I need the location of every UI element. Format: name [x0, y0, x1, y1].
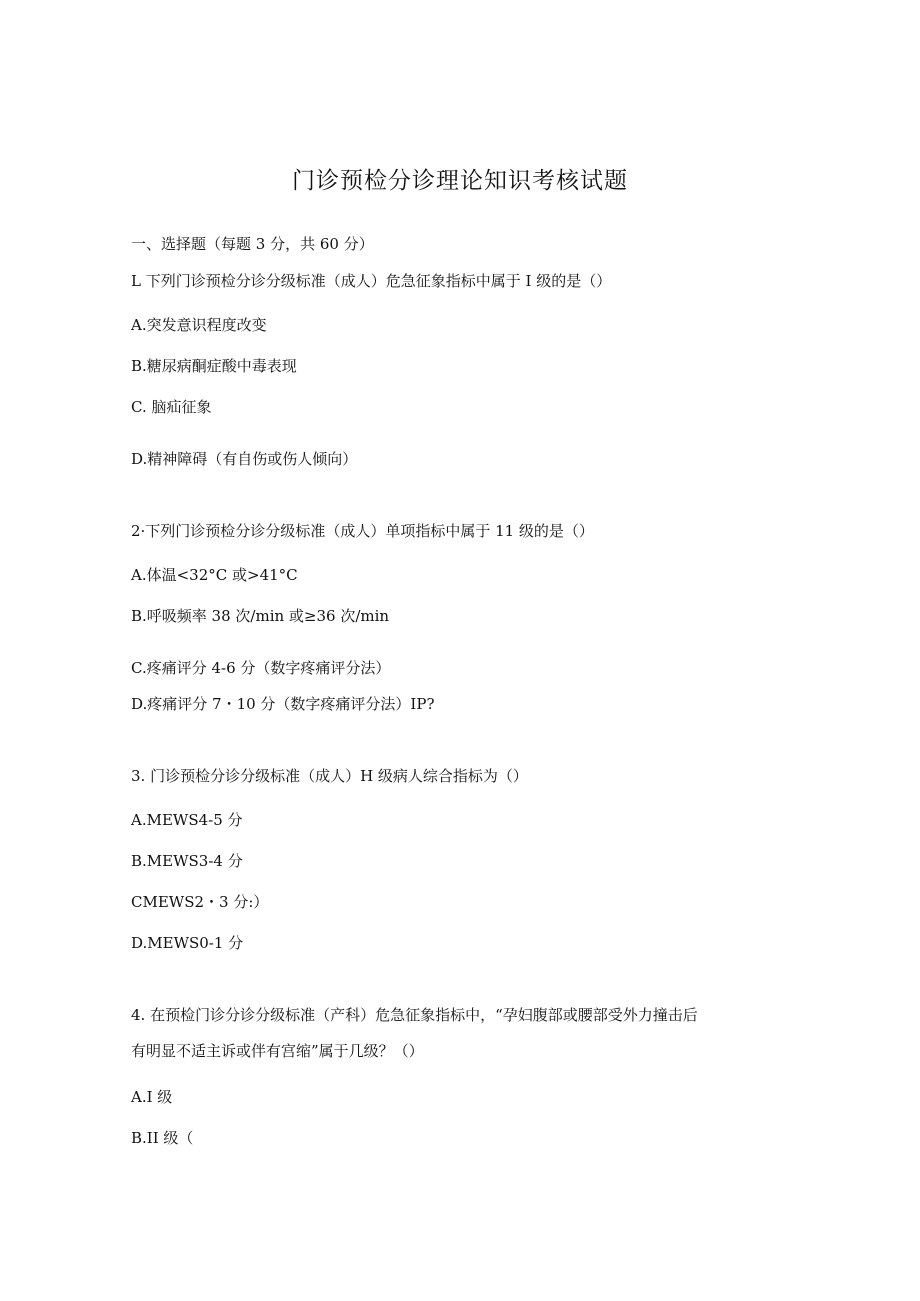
- question-2-stem: 2·下列门诊预检分诊分级标准（成人）单项指标中属于 11 级的是（）: [131, 522, 594, 540]
- question-1-option-d: D.精神障碍（有自伤或伤人倾向）: [131, 450, 358, 468]
- question-3-option-c: CMEWS2・3 分:）: [131, 893, 269, 911]
- section-heading: 一、选择题（每题 3 分，共 60 分）: [131, 235, 374, 253]
- question-4-option-b: B.II 级（: [131, 1129, 194, 1147]
- question-2-option-c: C.疼痛评分 4-6 分（数字疼痛评分法）: [131, 659, 391, 677]
- question-4-option-a: A.I 级: [131, 1088, 173, 1106]
- question-4-stem-line-1: 4. 在预检门诊分诊分级标准（产科）危急征象指标中，“孕妇腹部或腰部受外力撞击后: [131, 1006, 698, 1024]
- question-1-stem: L 下列门诊预检分诊分级标准（成人）危急征象指标中属于 I 级的是（）: [131, 272, 612, 290]
- question-2-option-a: A.体温<32°C 或>41°C: [131, 566, 298, 584]
- question-2-option-b: B.呼吸频率 38 次/min 或≥36 次/min: [131, 607, 390, 625]
- page-title: 门诊预检分诊理论知识考核试题: [292, 168, 628, 194]
- question-3-option-a: A.MEWS4-5 分: [131, 811, 243, 829]
- question-1-option-b: B.糖尿病酮症酸中毒表现: [131, 357, 297, 375]
- question-4-stem-line-2: 有明显不适主诉或伴有宫缩”属于几级？（）: [131, 1042, 424, 1060]
- question-1-option-c: C. 脑疝征象: [131, 398, 212, 416]
- question-2-option-d: D.疼痛评分 7・10 分（数字疼痛评分法）IP?: [131, 695, 435, 713]
- question-3-option-b: B.MEWS3-4 分: [131, 852, 243, 870]
- question-1-option-a: A.突发意识程度改变: [131, 316, 267, 334]
- question-3-stem: 3. 门诊预检分诊分级标准（成人）H 级病人综合指标为（）: [131, 767, 528, 785]
- question-3-option-d: D.MEWS0-1 分: [131, 934, 244, 952]
